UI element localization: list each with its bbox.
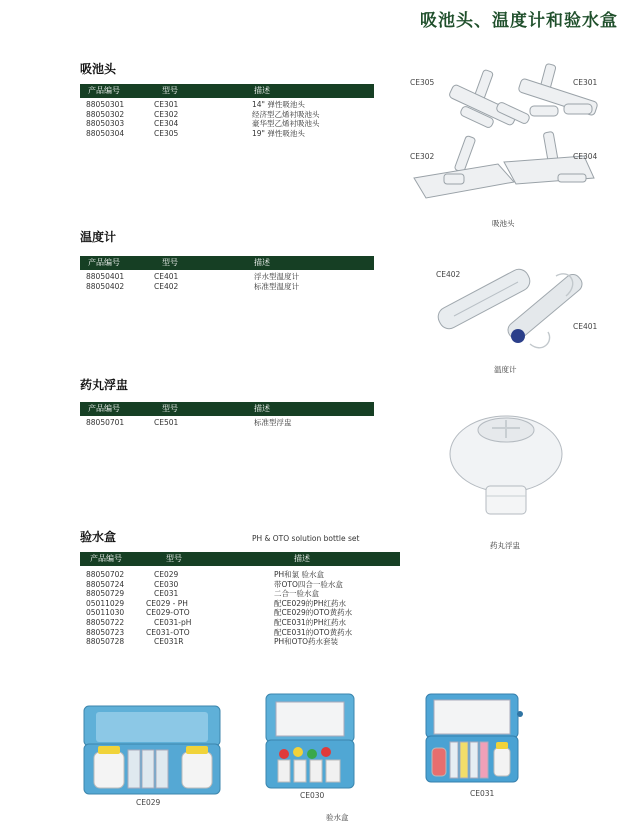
label-ce305: CE305 [410, 78, 435, 87]
table-header-floater: 产品编号 型号 描述 [80, 402, 374, 416]
label-ce304: CE304 [573, 152, 598, 161]
table-row: 88050702 CE029 PH和氯 验水盒 [86, 570, 325, 579]
table-body-vacuum [80, 100, 374, 138]
col-desc: 描述 [254, 86, 270, 95]
table-header-vacuum [80, 84, 374, 98]
test-kit-ce030-image [264, 692, 356, 790]
section-title-test: 验水盒 [80, 530, 117, 544]
table-header-test: 产品编号 型号 描述 [80, 552, 400, 566]
caption-thermo: 温度计 [494, 365, 517, 374]
floater-image [446, 408, 566, 524]
table-row: 88050728 CE031R PH和OTO药水套装 [86, 637, 339, 647]
col-model: 型号 [162, 86, 178, 95]
table-body-test [80, 570, 400, 647]
table-body-floater [80, 418, 374, 428]
label-ce401: CE401 [573, 322, 598, 331]
label-ce402: CE402 [436, 270, 461, 279]
table-row: 88050402 CE402 标准型温度计 [86, 281, 299, 291]
table-row: 88050301 CE301 14" 弹性吸池头 [86, 100, 305, 109]
caption-vacuum: 吸池头 [492, 219, 515, 228]
label-ce302: CE302 [410, 152, 435, 161]
table-row: 05011029 CE029 - PH 配CE029的PH红药水 [86, 598, 346, 608]
table-row: 88050303 CE304 豪华型乙烯衬吸池头 [86, 119, 320, 129]
test-kit-ce029-image [80, 704, 225, 796]
caption-floater: 药丸浮盅 [490, 541, 520, 550]
table-row: 88050724 CE030 带OTO四合一验水盒 [86, 579, 343, 589]
table-row: 88050302 CE302 经济型乙烯衬吸池头 [86, 109, 320, 119]
caption-ce031: CE031 [470, 789, 495, 798]
table-row: 88050722 CE031-pH 配CE031的PH红药水 [86, 617, 346, 627]
test-kit-note: PH & OTO solution bottle set [252, 534, 360, 543]
table-header-thermo: 产品编号 型号 描述 [80, 256, 374, 270]
caption-ce030: CE030 [300, 791, 325, 800]
table-body-thermo [80, 272, 374, 291]
section-title-thermo: 温度计 [80, 230, 117, 244]
table-row: 88050729 CE031 二合一验水盒 [86, 589, 319, 599]
section-title-floater: 药丸浮盅 [80, 378, 129, 392]
test-kit-ce031-image [422, 692, 526, 784]
table-row: 88050701 CE501 标准型浮盅 [86, 418, 292, 427]
table-row: 88050401 CE401 浮水型温度计 [86, 272, 299, 281]
caption-test-kits: 验水盒 [326, 813, 349, 822]
label-ce301: CE301 [573, 78, 598, 87]
table-row: 88050304 CE305 19" 弹性吸池头 [86, 128, 305, 138]
table-row: 88050723 CE031-OTO 配CE031的OTO黄药水 [86, 627, 353, 637]
col-code: 产品编号 [88, 86, 120, 95]
table-row: 05011030 CE029-OTO 配CE029的OTO黄药水 [86, 608, 353, 618]
caption-ce029: CE029 [136, 798, 161, 807]
page-title: 吸池头、温度计和验水盒 [420, 11, 618, 31]
section-title-vacuum: 吸池头 [80, 62, 117, 76]
